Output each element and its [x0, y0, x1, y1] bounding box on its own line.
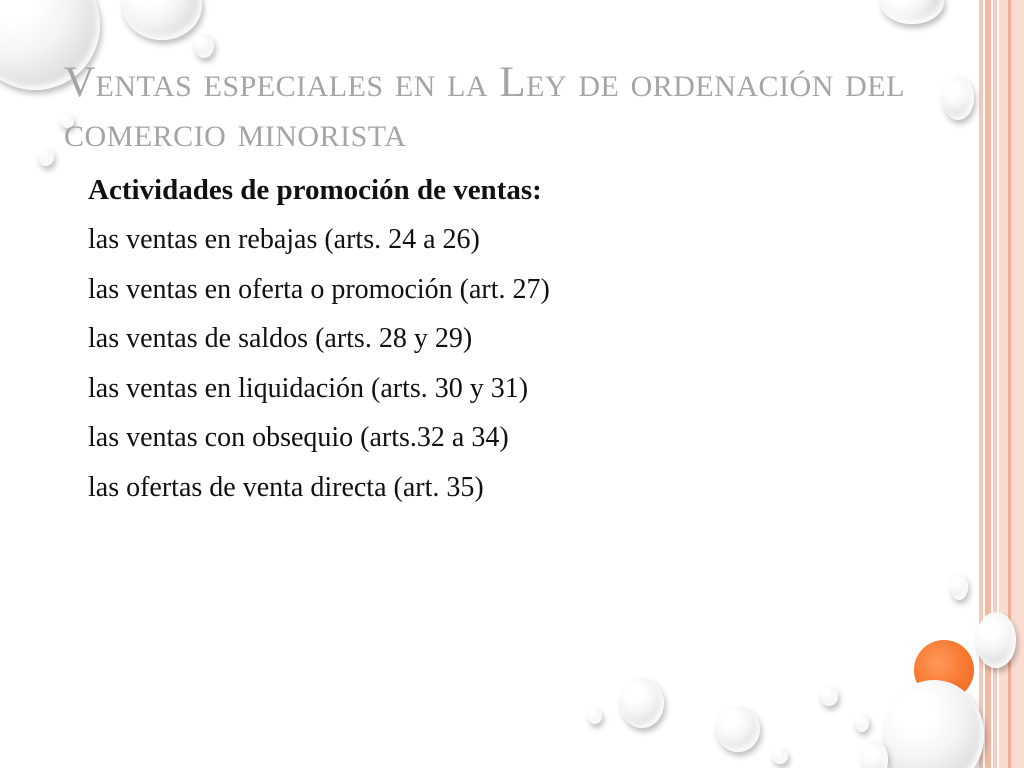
- water-drop-icon: [588, 708, 602, 724]
- water-drop-icon: [950, 574, 968, 600]
- water-drop-icon: [772, 748, 788, 764]
- water-drop-icon: [716, 706, 760, 752]
- water-drop-icon: [620, 678, 664, 728]
- water-drop-icon: [976, 612, 1016, 668]
- water-drop-icon: [820, 686, 838, 706]
- list-item: las ventas en rebajas (arts. 24 a 26): [88, 224, 480, 255]
- water-drop-icon: [855, 714, 869, 732]
- list-item: las ventas de saldos (arts. 28 y 29): [88, 323, 473, 354]
- water-drop-icon: [884, 680, 984, 768]
- slide-title: Ventas especiales en la Ley de ordenación del comercio minorista: [64, 59, 905, 156]
- list-item: las ofertas de venta directa (art. 35): [88, 471, 484, 503]
- section-heading: Actividades de promoción de ventas:: [88, 174, 542, 206]
- promotion-list: [88, 215, 908, 512]
- water-drop-icon: [38, 148, 54, 166]
- list-item: las ventas en oferta o promoción (art. 27): [88, 273, 550, 305]
- water-drop-icon: [880, 0, 944, 24]
- water-drop-icon: [942, 76, 974, 120]
- water-drop-icon: [194, 34, 214, 58]
- slide-body: [88, 166, 908, 512]
- list-item: las ventas en liquidación (arts. 30 y 31): [88, 372, 529, 404]
- list-item: las ventas con obsequio (arts.32 a 34): [88, 422, 509, 453]
- water-drop-icon: [122, 0, 202, 40]
